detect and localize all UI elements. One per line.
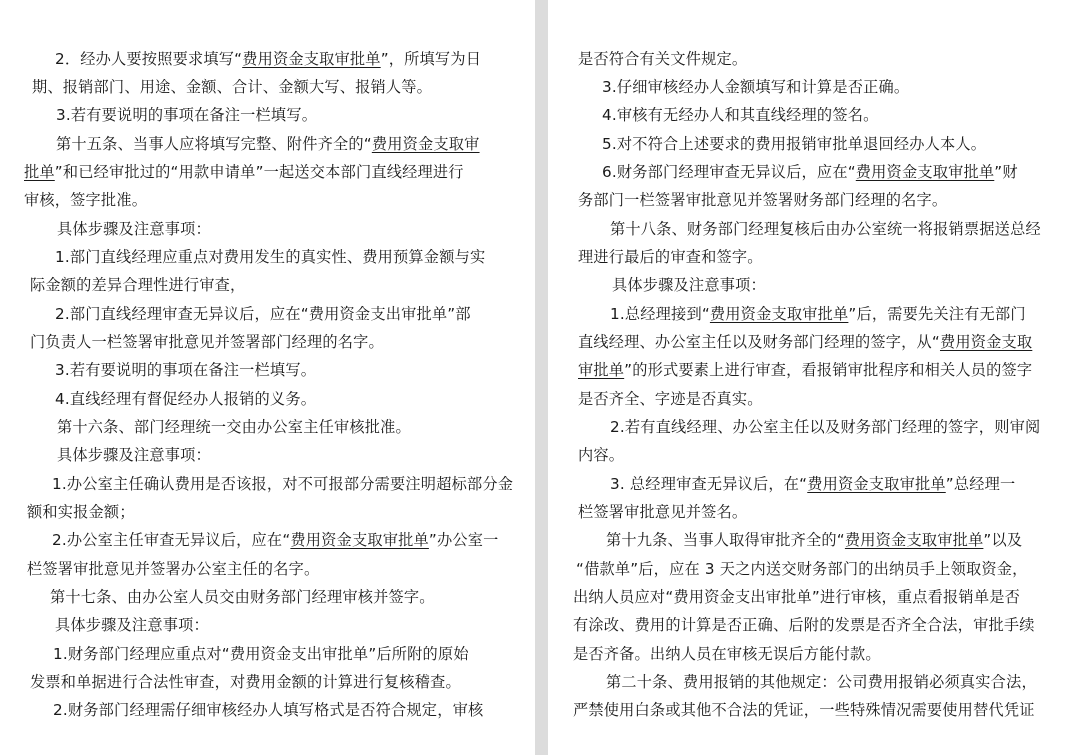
text-span: ”的形式要素上进行审查，看报销审批程序和相关人员的签字 <box>624 361 1033 379</box>
text-span: ”总经理一 <box>945 475 1016 493</box>
form-name-link[interactable]: 费用资金支取审批单 <box>807 475 946 493</box>
text-line <box>53 640 469 668</box>
text-line <box>53 696 483 724</box>
text-span: ”以及 <box>983 531 1023 549</box>
text-span: 2.部门直线经理审查无异议后，应在“费用资金支出审批单”部 <box>55 305 471 323</box>
text-line <box>52 526 499 554</box>
document-page-left <box>0 0 535 755</box>
text-line <box>56 130 480 158</box>
text-span: ”办公室一 <box>428 531 499 549</box>
form-name-link[interactable]: 费用资金支取 <box>939 333 1033 351</box>
text-line <box>606 668 1037 696</box>
text-line <box>578 441 624 469</box>
text-span: ”后，需要先关注有无部门 <box>848 305 1026 323</box>
text-span: 3.仔细审核经办人金额填写和计算是否正确。 <box>602 78 910 96</box>
form-name-link[interactable]: 费用资金支取审批单 <box>855 163 995 181</box>
text-span: 3.若有要说明的事项在备注一栏填写。 <box>56 106 318 124</box>
form-name-link[interactable]: 费用资金支取审批单 <box>844 531 984 549</box>
text-line <box>573 611 1035 639</box>
text-span: ”，所填写为日 <box>380 50 482 68</box>
text-line <box>57 441 211 469</box>
text-span: 内容。 <box>578 446 625 464</box>
text-span: 4.审核有无经办人和其直线经理的签名。 <box>602 106 879 124</box>
form-name-link[interactable]: 审批单 <box>578 361 625 379</box>
text-line <box>602 130 986 158</box>
text-span: 第十七条、由办公室人员交由财务部门经理审核并签字。 <box>50 588 435 606</box>
text-span: 出纳人员应对“费用资金支出审批单”进行审核，重点看报销单是否 <box>573 588 1020 606</box>
text-span: 第十八条、财务部门经理复核后由办公室统一将报销票据送总经 <box>610 220 1041 238</box>
text-line <box>27 555 319 583</box>
text-line <box>578 186 947 214</box>
text-line <box>610 413 1040 441</box>
text-span: 1.财务部门经理应重点对“费用资金支出审批单”后所附的原始 <box>53 645 469 663</box>
text-line <box>578 498 747 526</box>
text-span: 栏签署审批意见并签署办公室主任的名字。 <box>27 560 320 578</box>
text-span: 期、报销部门、用途、金额、合计、金额大写、报销人等。 <box>32 78 433 96</box>
text-line <box>55 385 316 413</box>
text-line <box>52 470 513 498</box>
text-span: 6.财务部门经理审查无异议后，应在“ <box>602 163 856 181</box>
form-name-link[interactable]: 费用资金支取审批单 <box>709 305 849 323</box>
text-line <box>55 356 316 384</box>
text-span: “借款单”后，应在 3 天之内送交财务部门的出纳员手上领取资金， <box>576 560 1028 578</box>
text-line <box>602 101 878 129</box>
page-gutter-divider <box>535 0 548 755</box>
text-span: 具体步骤及注意事项： <box>55 616 209 634</box>
text-line <box>55 300 471 328</box>
text-span: 2.办公室主任审查无异议后，应在“ <box>52 531 291 549</box>
text-line <box>578 328 1032 356</box>
text-span: 务部门一栏签署审批意见并签署财务部门经理的名字。 <box>578 191 948 209</box>
text-line <box>612 271 766 299</box>
text-line <box>30 271 245 299</box>
text-span: 门负责人一栏签署审批意见并签署部门经理的名字。 <box>30 333 384 351</box>
text-line <box>573 696 1035 724</box>
form-name-link[interactable]: 费用资金支取审批单 <box>290 531 429 549</box>
text-line <box>30 328 384 356</box>
text-line <box>578 385 763 413</box>
text-span: 2．经办人要按照要求填写“ <box>55 50 243 68</box>
text-line <box>578 243 763 271</box>
text-line <box>24 186 147 214</box>
text-span: 4.直线经理有督促经办人报销的义务。 <box>55 390 317 408</box>
text-line <box>55 611 209 639</box>
document-page-right <box>548 0 1080 755</box>
text-line <box>573 640 881 668</box>
text-line <box>573 583 1020 611</box>
text-line <box>578 45 747 73</box>
text-line <box>610 300 1026 328</box>
text-line <box>24 158 464 186</box>
text-span: 第十六条、部门经理统一交由办公室主任审核批准。 <box>57 418 411 436</box>
text-span: 是否符合有关文件规定。 <box>578 50 748 68</box>
text-span: 具体步骤及注意事项： <box>612 276 766 294</box>
form-name-link[interactable]: 费用资金支取审批单 <box>242 50 381 68</box>
text-span: 际金额的差异合理性进行审查， <box>30 276 246 294</box>
text-line <box>30 668 461 696</box>
text-line <box>610 215 1041 243</box>
text-line <box>606 526 1022 554</box>
text-span: ”财 <box>994 163 1018 181</box>
text-span: 1.部门直线经理应重点对费用发生的真实性、费用预算金额与实 <box>55 248 486 266</box>
text-span: 2.财务部门经理需仔细审核经办人填写格式是否符合规定，审核 <box>53 701 484 719</box>
text-line <box>578 356 1032 384</box>
text-span: 3.若有要说明的事项在备注一栏填写。 <box>55 361 317 379</box>
text-span: 第十五条、当事人应将填写完整、附件齐全的“ <box>56 135 372 153</box>
form-name-link[interactable]: 批单 <box>24 163 55 181</box>
text-span: 5.对不符合上述要求的费用报销审批单退回经办人本人。 <box>602 135 987 153</box>
text-span: ”和已经审批过的“用款申请单”一起送交本部门直线经理进行 <box>54 163 464 181</box>
text-span: 额和实报金额； <box>27 503 135 521</box>
text-span: 第二十条、费用报销的其他规定：公司费用报销必须真实合法， <box>606 673 1037 691</box>
text-span: 是否齐备。出纳人员在审核无误后方能付款。 <box>573 645 881 663</box>
text-line <box>56 101 317 129</box>
form-name-link[interactable]: 费用资金支取审 <box>371 135 480 153</box>
text-span: 3. 总经理审查无异议后，在“ <box>610 475 808 493</box>
text-line <box>57 215 211 243</box>
text-line <box>602 158 1018 186</box>
text-line <box>27 498 135 526</box>
text-span: 理进行最后的审查和签字。 <box>578 248 763 266</box>
text-span: 1.办公室主任确认费用是否该报，对不可报部分需要注明超标部分金 <box>52 475 514 493</box>
text-line <box>610 470 1015 498</box>
text-span: 2.若有直线经理、办公室主任以及财务部门经理的签字，则审阅 <box>610 418 1041 436</box>
text-span: 审核，签字批准。 <box>24 191 148 209</box>
text-span: 第十九条、当事人取得审批齐全的“ <box>606 531 845 549</box>
text-span: 有涂改、费用的计算是否正确、后附的发票是否齐全合法，审批手续 <box>573 616 1035 634</box>
text-line <box>576 555 1028 583</box>
text-line <box>32 73 432 101</box>
text-span: 栏签署审批意见并签名。 <box>578 503 748 521</box>
text-line <box>50 583 435 611</box>
text-span: 是否齐全、字迹是否真实。 <box>578 390 763 408</box>
text-span: 1.总经理接到“ <box>610 305 710 323</box>
text-line <box>602 73 909 101</box>
text-line <box>57 413 411 441</box>
text-span: 直线经理、办公室主任以及财务部门经理的签字，从“ <box>578 333 940 351</box>
text-line <box>55 243 485 271</box>
text-span: 具体步骤及注意事项： <box>57 446 211 464</box>
text-line <box>55 45 481 73</box>
text-span: 严禁使用白条或其他不合法的凭证，一些特殊情况需要使用替代凭证 <box>573 701 1035 719</box>
text-span: 具体步骤及注意事项： <box>57 220 211 238</box>
text-span: 发票和单据进行合法性审查，对费用金额的计算进行复核稽查。 <box>30 673 461 691</box>
